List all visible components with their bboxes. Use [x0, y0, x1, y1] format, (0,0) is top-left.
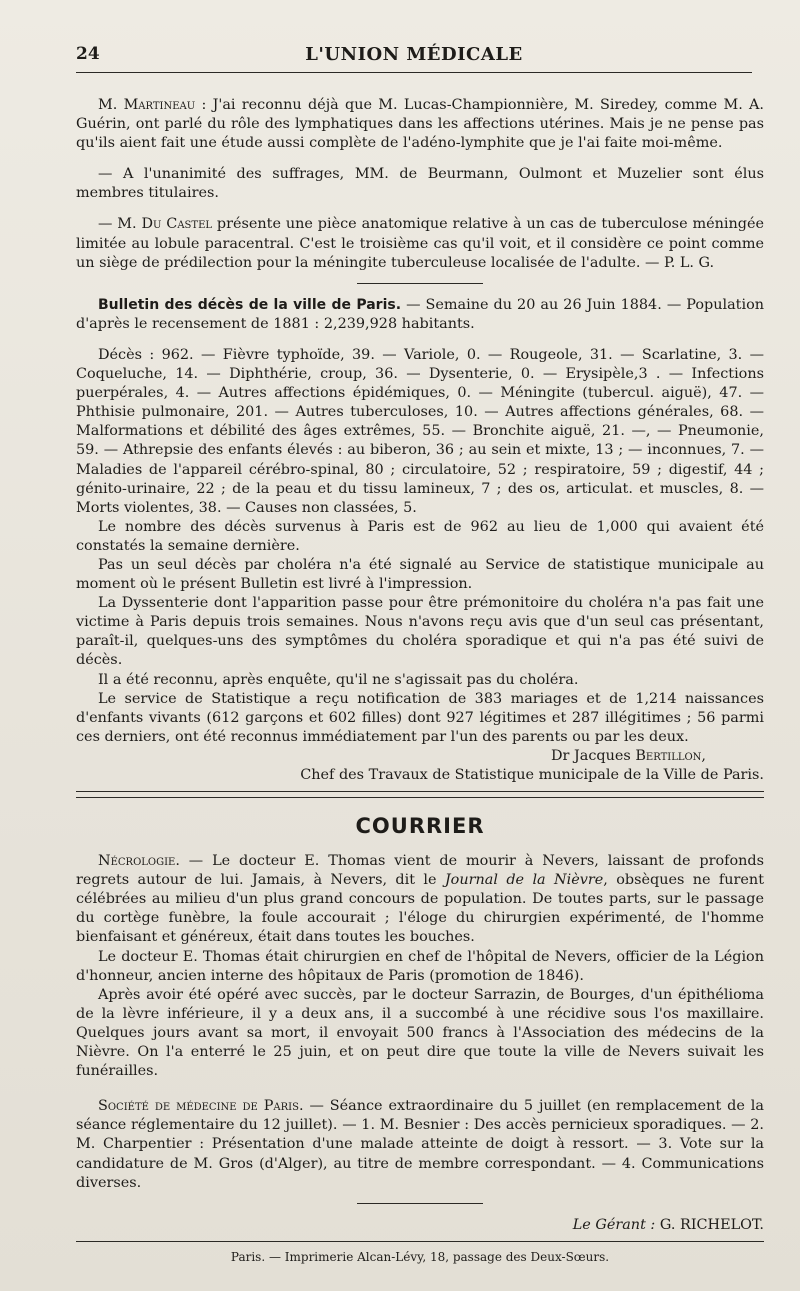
signature-suffix: ,: [701, 747, 706, 764]
section-divider-end: [357, 1203, 483, 1204]
bulletin-heading: [76, 296, 764, 334]
necrology-text: — Le docteur E. Thomas vient de mourir à Nevers, laissant de profonds regrets autour de lui. Jamais, à Nevers, dit le: [76, 853, 764, 889]
societe-label: Société de médecine de Paris.: [98, 1098, 304, 1115]
bulletin-paragraph-total: Le nombre des décès survenus à Paris est de 962 au lieu de 1,000 qui avaient été constatés la semaine dernière.: [76, 518, 764, 554]
bulletin-signature-title: Chef des Travaux de Statistique municipale de la Ville de Paris.: [300, 767, 764, 783]
castel-paragraph: [76, 215, 764, 272]
signature-surname: Bertillon: [635, 747, 702, 764]
courrier-title: COURRIER: [355, 814, 485, 839]
necrology-paragraph: [76, 852, 764, 947]
bulletin-signature-name: [76, 747, 706, 766]
castel-prefix: — M.: [98, 216, 142, 233]
elections-paragraph: — A l'unanimité des suffrages, MM. de Beurmann, Oulmont et Muzelier sont élus membres titulaires.: [76, 166, 764, 202]
thomas-death-paragraph: Après avoir été opéré avec succès, par le docteur Sarrazin, de Bourges, d'un épithélioma de la lèvre inférieure, il y a deux ans, il a succombé à une récidive sous l'os maxillaire. Quelques jours avant sa mort, il envoyait 500 francs à l'Association des médecins de la Nièvre. On l'a enterré le 25 juin, et on peut dire que toute la ville de Nevers suivait les funérailles.: [76, 986, 764, 1080]
journal-title: L'UNION MÉDICALE: [305, 44, 523, 65]
page-content: [76, 96, 764, 1264]
bulletin-heading-rest: — Semaine du 20 au 26 Juin 1884. — Population d'après le recensement de 1881 : 2,239,928 habitants.: [76, 296, 764, 332]
thomas-career-paragraph: Le docteur E. Thomas était chirurgien en chef de l'hôpital de Nevers, officier de la Légion d'honneur, ancien interne des hôpitaux de Paris (promotion de 1846).: [76, 948, 764, 984]
gerant-signature: [76, 1216, 764, 1235]
page-header: [76, 44, 752, 73]
printer-imprint: Paris. — Imprimerie Alcan-Lévy, 18, passage des Deux-Sœurs.: [230, 1249, 610, 1264]
necrology-text-continued: , obsèques ne furent célébrées au milieu d'un plus grand concours de population. De toutes parts, sur le passage du cortège funèbre, la foule accourait ; l'éloge du chirurgien expérimenté, de l'homme bienfaisant et généreux, était dans toutes les bouches.: [76, 872, 764, 946]
bulletin-deaths-list: Décès : 962. — Fièvre typhoïde, 39. — Variole, 0. — Rougeole, 31. — Scarlatine, 3. — Coqueluche, 14. — Diphthérie, croup, 36. — Dysenterie, 0. — Erysipèle,3 . — Infections puerpérales, 4. — Autres affections épidémiques, 0. — Méningite (tubercul. aiguë), 47. — Phthisie pulmonaire, 201. — Autres tuberculoses, 10. — Autres affections générales, 68. — Malformations et débilité des âges extrêmes, 55. — Bronchite aiguë, 21. —, — Pneumonie, 59. — Athrepsie des enfants élevés : au biberon, 36 ; au sein et mixte, 13 ; — inconnues, 7. — Maladies de l'appareil cérébro-spinal, 80 ; circulatoire, 52 ; respiratoire, 59 ; digestif, 44 ; génito-urinaire, 22 ; de la peau et du tissu lamineux, 7 ; des os, articulat. et muscles, 8. — Morts violentes, 38. — Causes non classées, 5.: [76, 346, 764, 516]
castel-name: Du Castel: [141, 216, 213, 233]
societe-text: — Séance extraordinaire du 5 juillet (en remplacement de la séance réglementaire du 12 juillet). — 1. M. Besnier : Des accès pernicieux sporadiques. — 2. M. Charpentier : Présentation d'une malade atteinte de doigt à ressort. — 3. Vote sur la candidature de M. Gros (d'Alger), au titre de membre correspondant. — 4. Communications diverses.: [76, 1098, 764, 1191]
martineau-speaker: M. Martineau: [98, 97, 196, 113]
double-rule: [76, 791, 764, 798]
gerant-label: Le Gérant :: [572, 1216, 660, 1233]
bulletin-paragraph-statistics: Le service de Statistique a reçu notification de 383 mariages et de 1,214 naissances d'enfants vivants (612 garçons et 602 filles) dont 927 légitimes et 287 illégitimes ; 56 parmi ces derniers, ont été reconnus immédiatement par l'un des parents ou par les deux.: [76, 690, 764, 745]
bulletin-paragraph-inquiry: Il a été reconnu, après enquête, qu'il ne s'agissait pas du choléra.: [98, 671, 579, 688]
section-divider: [357, 283, 483, 284]
martineau-paragraph: [76, 96, 764, 153]
footer-rule: [76, 1241, 764, 1242]
bulletin-paragraph-cholera: Pas un seul décès par choléra n'a été signalé au Service de statistique municipale au moment où le présent Bulletin est livré à l'impression.: [76, 556, 764, 593]
necrology-journal: Journal de la Nièvre: [444, 872, 604, 889]
bulletin-paragraph-dysentery: La Dyssenterie dont l'apparition passe pour être prémonitoire du choléra n'a pas fait une victime à Paris depuis trois semaines. Nous n'avons reçu avis que d'un seul cas présentant, paraît-il, quelques-uns des symptômes du choléra sporadique et qui n'a pas été suivi de décès.: [76, 595, 764, 669]
martineau-text: : J'ai reconnu déjà que M. Lucas-Championnière, M. Siredey, comme M. A. Guérin, ont parlé du rôle des lymphatiques dans les affections utérines. Mais je ne pense pas qu'ils aient fait une étude aussi complète de l'adéno-lymphite que je l'ai faite moi-même.: [76, 97, 764, 152]
castel-text: présente une pièce anatomique relative à un cas de tuberculose méningée limitée au lobule paracentral. C'est le troisième cas qu'il voit, et il considère ce point comme un siège de prédilection pour la méningite tuberculeuse localisée de l'adulte. — P. L. G.: [76, 216, 765, 271]
page-number: 24: [76, 44, 100, 64]
signature-prefix: Dr Jacques: [550, 747, 636, 764]
societe-paragraph: [76, 1097, 764, 1192]
gerant-name: G. RICHELOT.: [659, 1216, 764, 1233]
necrology-label: Nécrologie.: [98, 853, 180, 870]
bulletin-title: Bulletin des décès de la ville de Paris.: [98, 296, 402, 313]
